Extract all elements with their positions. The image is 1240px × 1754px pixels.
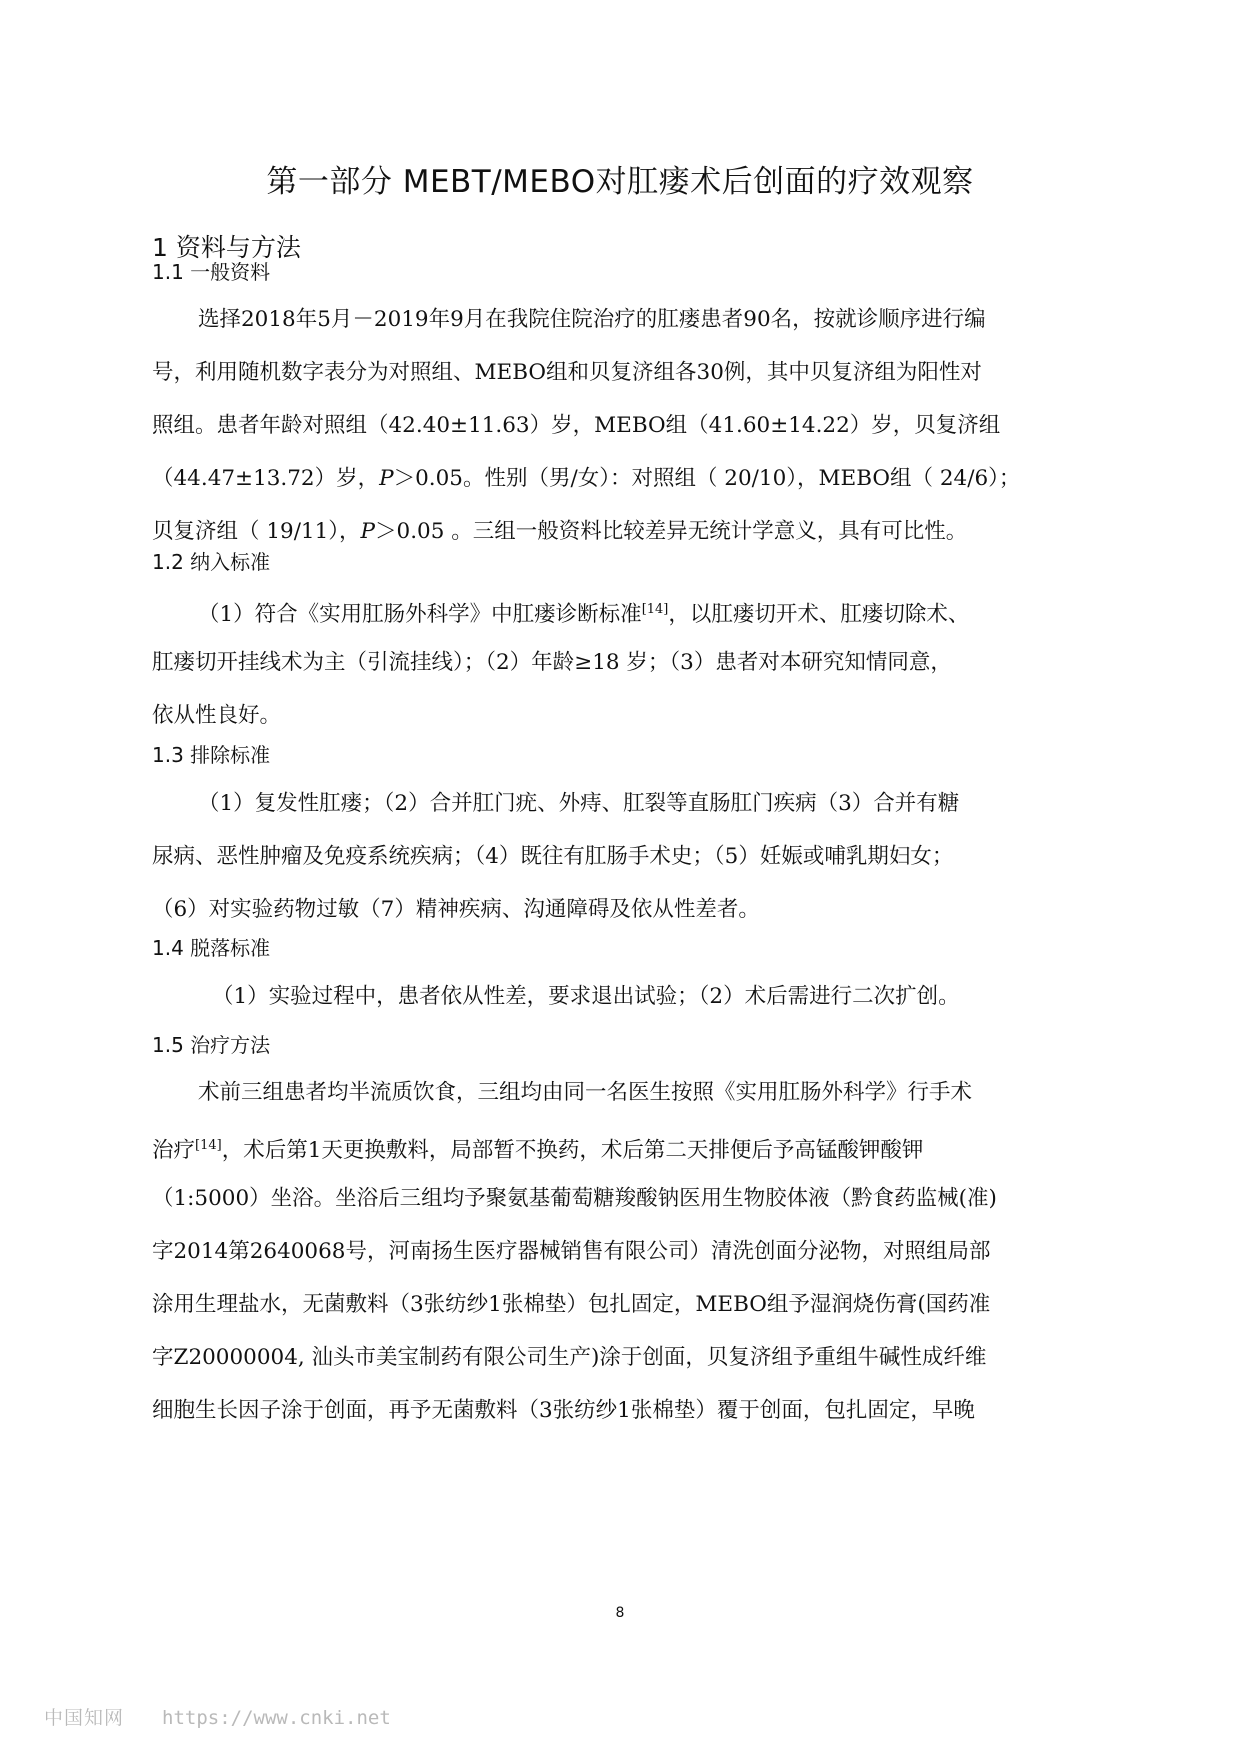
text-line: 依从性良好。 — [152, 703, 282, 728]
text-line: 尿病、恶性肿瘤及免疫系统疾病；（4）既往有肛肠手术史；（5）妊娠或哺乳期妇女； — [152, 844, 954, 869]
paragraph-exclusion-criteria — [152, 777, 1100, 936]
citation-ref: [14] — [641, 602, 669, 617]
text-line: 选择2018年5月－2019年9月在我院住院治疗的肛瘘患者90名，按就诊顺序进行编 — [198, 307, 986, 332]
text-line: （1:5000）坐浴。坐浴后三组均予聚氨基葡萄糖羧酸钠医用生物胶体液（黔食药监械(准) — [152, 1186, 997, 1211]
text-line: 字Z20000004, 汕头市美宝制药有限公司生产)涂于创面，贝复济组予重组牛碱性成纤维 — [152, 1345, 987, 1370]
subsection-heading-1-2: 1.2 纳入标准 — [152, 550, 271, 574]
text-line: 肛瘘切开挂线术为主（引流挂线）；（2）年龄≥18 岁；（3）患者对本研究知情同意， — [152, 650, 952, 675]
text-run: ，术后第1天更换敷料，局部暂不换药，术后第二天排便后予高锰酸钾酸钾 — [221, 1138, 924, 1164]
watermark-site-name: 中国知网 — [44, 1707, 125, 1729]
text-line — [152, 583, 1100, 636]
subsection-heading-1-3: 1.3 排除标准 — [152, 743, 271, 767]
text-line: （6）对实验药物过敏（7）精神疾病、沟通障碍及依从性差者。 — [152, 897, 760, 922]
subsection-heading-1-1: 1.1 一般资料 — [152, 260, 271, 284]
text-line: 细胞生长因子涂于创面，再予无菌敷料（3张纺纱1张棉垫）覆于创面，包扎固定，早晚 — [152, 1398, 975, 1423]
subsection-heading-1-5: 1.5 治疗方法 — [152, 1033, 271, 1057]
text-line: 字2014第2640068号，河南扬生医疗器械销售有限公司）清洗创面分泌物，对照组局部 — [152, 1239, 991, 1264]
text-line: （1）实验过程中，患者依从性差，要求退出试验；（2）术后需进行二次扩创。 — [212, 984, 960, 1009]
text-line: 贝复济组（ 19/11），P＞0.05 。三组一般资料比较差异无统计学意义，具有可比性。 — [152, 519, 968, 544]
subsection-heading-1-4: 1.4 脱落标准 — [152, 936, 271, 960]
text-run: 治疗 — [152, 1138, 196, 1164]
section-heading-1: 1 资料与方法 — [152, 233, 301, 262]
text-run: ，以肛瘘切开术、肛瘘切除术、 — [668, 602, 970, 628]
text-line: （44.47±13.72）岁，P＞0.05。性别（男/女）：对照组（ 20/10），MEBO组（ 24/6）； — [152, 466, 1021, 491]
text-line: 术前三组患者均半流质饮食，三组均由同一名医生按照《实用肛肠外科学》行手术 — [198, 1080, 973, 1105]
watermark-url: https://www.cnki.net — [162, 1707, 391, 1729]
paragraph-inclusion-criteria — [152, 583, 1100, 742]
citation-ref: [14] — [195, 1138, 222, 1153]
page-number: 8 — [615, 1605, 625, 1621]
text-line: 号，利用随机数字表分为对照组、MEBO组和贝复济组各30例，其中贝复济组为阳性对 — [152, 360, 982, 385]
text-line: （1）复发性肛瘘；（2）合并肛门疣、外痔、肛裂等直肠肛门疾病（3）合并有糖 — [198, 791, 960, 816]
paragraph-general-info — [152, 293, 1100, 558]
text-line — [152, 1119, 1100, 1172]
text-line: 涂用生理盐水，无菌敷料（3张纺纱1张棉垫）包扎固定，MEBO组予湿润烧伤膏(国药准 — [152, 1292, 991, 1317]
paragraph-treatment-method — [152, 1066, 1100, 1437]
text-line: 照组。患者年龄对照组（42.40±11.63）岁，MEBO组（41.60±14.22）岁，贝复济组 — [152, 413, 1001, 438]
page-title: 第一部分 MEBT/MEBO对肛瘘术后创面的疗效观察 — [266, 164, 974, 200]
text-run: （1）符合《实用肛肠外科学》中肛瘘诊断标准 — [198, 602, 642, 628]
paragraph-dropout-criteria — [152, 970, 1100, 1023]
watermark — [44, 1703, 391, 1730]
